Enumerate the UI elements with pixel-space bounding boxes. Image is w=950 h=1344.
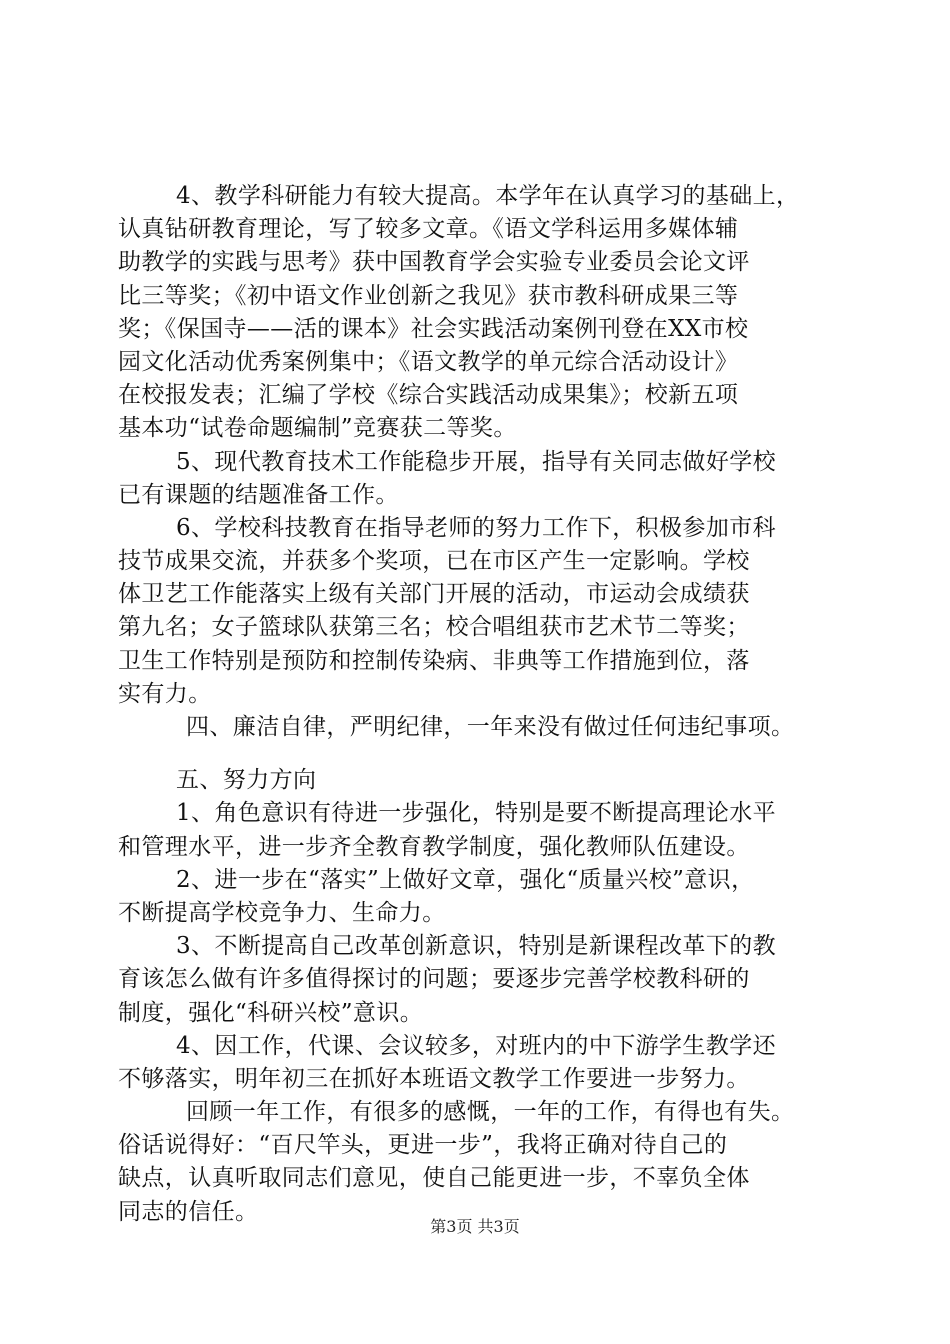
text-line: 回顾一年工作，有很多的感慨，一年的工作，有得也有失。 bbox=[186, 1099, 795, 1126]
paragraph-6 bbox=[118, 512, 848, 711]
text-line: 认真钻研教育理论，写了较多文章。《语文学科运用多媒体辅 bbox=[118, 216, 739, 243]
text-line: 基本功“试卷命题编制”竞赛获二等奖。 bbox=[118, 415, 517, 442]
text-line: 技节成果交流，并获多个奖项，已在市区产生一定影响。学校 bbox=[118, 548, 750, 575]
text-line: 6、学校科技教育在指导老师的努力工作下，积极参加市科 bbox=[176, 514, 777, 541]
text-line: 不够落实，明年初三在抓好本班语文教学工作要进一步努力。 bbox=[118, 1065, 750, 1092]
text-line: 5、现代教育技术工作能稳步开展，指导有关同志做好学校 bbox=[176, 448, 777, 475]
text-line: 3、不断提高自己改革创新意识，特别是新课程改革下的教 bbox=[176, 933, 777, 960]
text-line: 不断提高学校竞争力、生命力。 bbox=[118, 899, 446, 926]
section-4-line: 四、廉洁自律，严明纪律，一年来没有做过任何违纪事项。 bbox=[186, 714, 795, 740]
text-line: 4、因工作，代课、会议较多，对班内的中下游学生教学还 bbox=[176, 1032, 777, 1059]
page-number-footer: 第3页 共3页 bbox=[430, 1217, 520, 1236]
closing-paragraph bbox=[118, 1096, 848, 1229]
paragraph-4 bbox=[118, 180, 848, 446]
text-line: 第九名；女子篮球队获第三名；校合唱组获市艺术节二等奖； bbox=[118, 614, 750, 641]
text-line: 卫生工作特别是预防和控制传染病、非典等工作措施到位，落 bbox=[118, 647, 750, 674]
text-line: 体卫艺工作能落实上级有关部门开展的活动，市运动会成绩获 bbox=[118, 581, 750, 608]
paragraph-gap bbox=[118, 744, 848, 764]
direction-3 bbox=[118, 930, 848, 1030]
text-line: 园文化活动优秀案例集中；《语文教学的单元综合活动设计》 bbox=[118, 348, 739, 375]
text-line: 已有课题的结题准备工作。 bbox=[118, 481, 399, 508]
text-line: 和管理水平，进一步齐全教育教学制度，强化教师队伍建设。 bbox=[118, 833, 750, 860]
text-line: 同志的信任。 bbox=[118, 1198, 259, 1225]
document-body bbox=[118, 180, 848, 1229]
text-line: 在校报发表；汇编了学校《综合实践活动成果集》；校新五项 bbox=[118, 382, 739, 409]
text-line: 4、教学科研能力有较大提高。本学年在认真学习的基础上， bbox=[176, 183, 800, 209]
direction-4 bbox=[118, 1030, 848, 1096]
text-line: 育该怎么做有许多值得探讨的问题；要逐步完善学校教科研的 bbox=[118, 966, 750, 993]
text-line: 奖；《保国寺——活的课本》社会实践活动案例刊登在XX市校 bbox=[118, 315, 749, 342]
text-line: 1、角色意识有待进一步强化，特别是要不断提高理论水平 bbox=[176, 800, 777, 827]
direction-2 bbox=[118, 864, 848, 930]
paragraph-5 bbox=[118, 446, 848, 512]
text-line: 实有力。 bbox=[118, 680, 212, 707]
text-line: 比三等奖；《初中语文作业创新之我见》获市教科研成果三等 bbox=[118, 282, 739, 309]
direction-1 bbox=[118, 797, 848, 863]
text-line: 俗话说得好：“百尺竿头，更进一步”，我将正确对待自己的 bbox=[118, 1132, 728, 1159]
text-line: 缺点，认真听取同志们意见，使自己能更进一步，不辜负全体 bbox=[118, 1165, 750, 1192]
text-line: 助教学的实践与思考》获中国教育学会实验专业委员会论文评 bbox=[118, 249, 750, 276]
text-line: 2、进一步在“落实”上做好文章，强化“质量兴校”意识， bbox=[176, 866, 755, 893]
text-line: 制度，强化“科研兴校”意识。 bbox=[118, 999, 424, 1026]
section-5-heading: 五、努力方向 bbox=[176, 767, 317, 794]
